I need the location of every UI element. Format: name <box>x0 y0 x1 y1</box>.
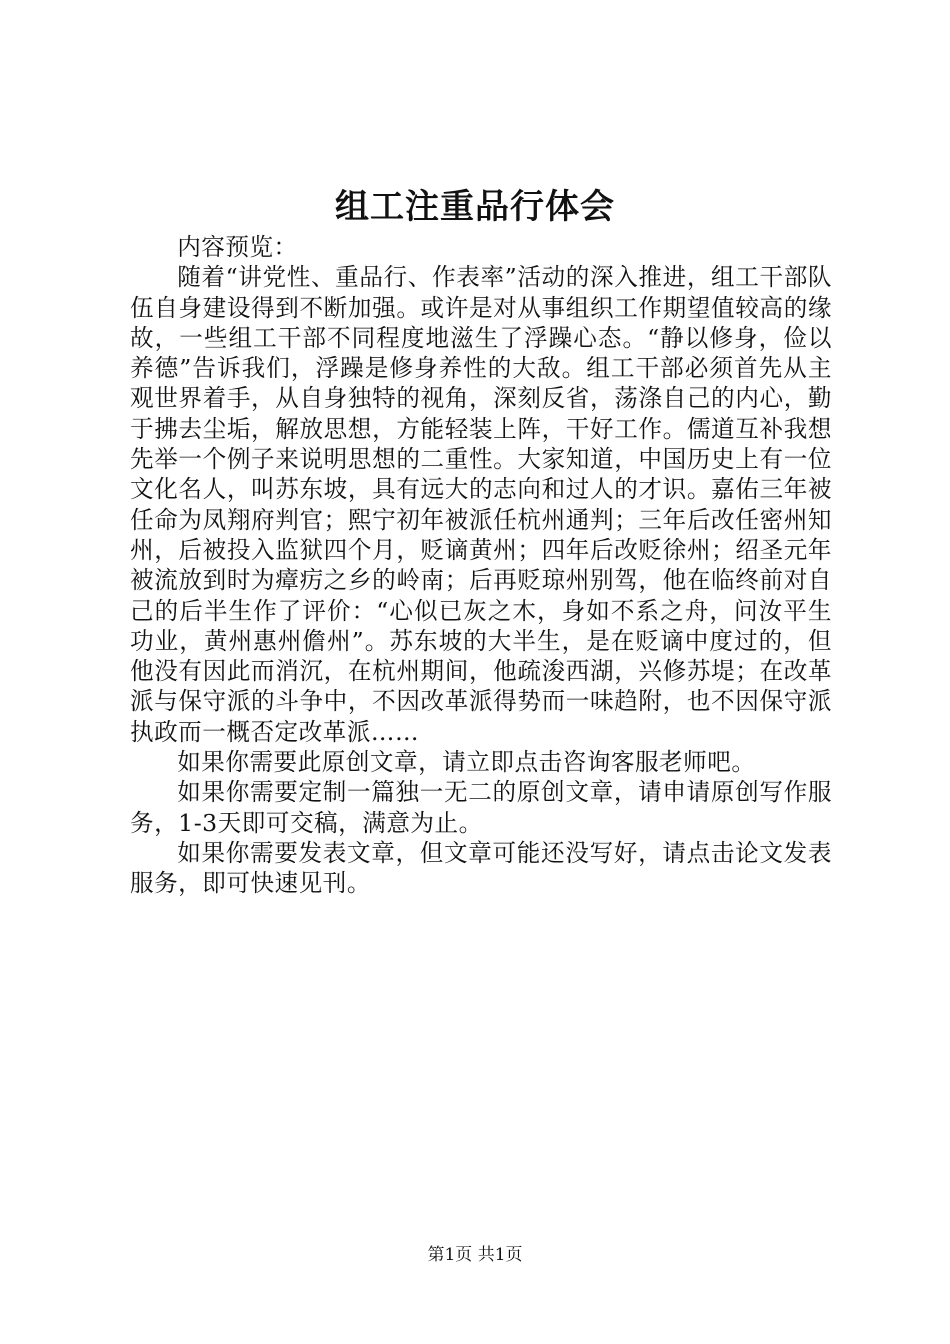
document-body <box>130 232 832 899</box>
page-number-footer: 第1页 共1页 <box>427 1245 523 1265</box>
custom-writing-paragraph: 如果你需要定制一篇独一无二的原创文章，请申请原创写作服务，1-3天即可交稿，满意为止。 <box>130 778 832 837</box>
publish-paragraph: 如果你需要发表文章，但文章可能还没写好，请点击论文发表服务，即可快速见刊。 <box>130 838 832 898</box>
main-paragraph: 随着“讲党性、重品行、作表率”活动的深入推进，组工干部队伍自身建设得到不断加强。或许是对从事组织工作期望值较高的缘故，一些组工干部不同程度地滋生了浮躁心态。“静以修身，俭以养德”告诉我们，浮躁是修身养性的大敌。组工干部必须首先从主观世界着手，从自身独特的视角，深刻反省，荡涤自己的内心，勤于拂去尘垢，解放思想，方能轻装上阵，干好工作。儒道互补我想先举一个例子来说明思想的二重性。大家知道，中国历史上有一位文化名人，叫苏东坡，具有远大的志向和过人的才识。嘉佑三年被任命为凤翔府判官；熙宁初年被派任杭州通判；三年后改任密州知州，后被投入监狱四个月，贬谪黄州；四年后改贬徐州；绍圣元年被流放到时为瘴疠之乡的岭南；后再贬琼州别驾，他在临终前对自己的后半生作了评价：“心似已灰之木，身如不系之舟，问汝平生功业，黄州惠州儋州”。苏东坡的大半生，是在贬谪中度过的，但他没有因此而消沉，在杭州期间，他疏浚西湖，兴修苏堤；在改革派与保守派的斗争中，不因改革派得势而一味趋附，也不因保守派执政而一概否定改革派…… <box>130 263 832 746</box>
preview-label: 内容预览： <box>177 233 298 261</box>
consult-paragraph: 如果你需要此原创文章，请立即点击咨询客服老师吧。 <box>177 748 756 777</box>
page-title: 组工注重品行体会 <box>335 187 615 227</box>
